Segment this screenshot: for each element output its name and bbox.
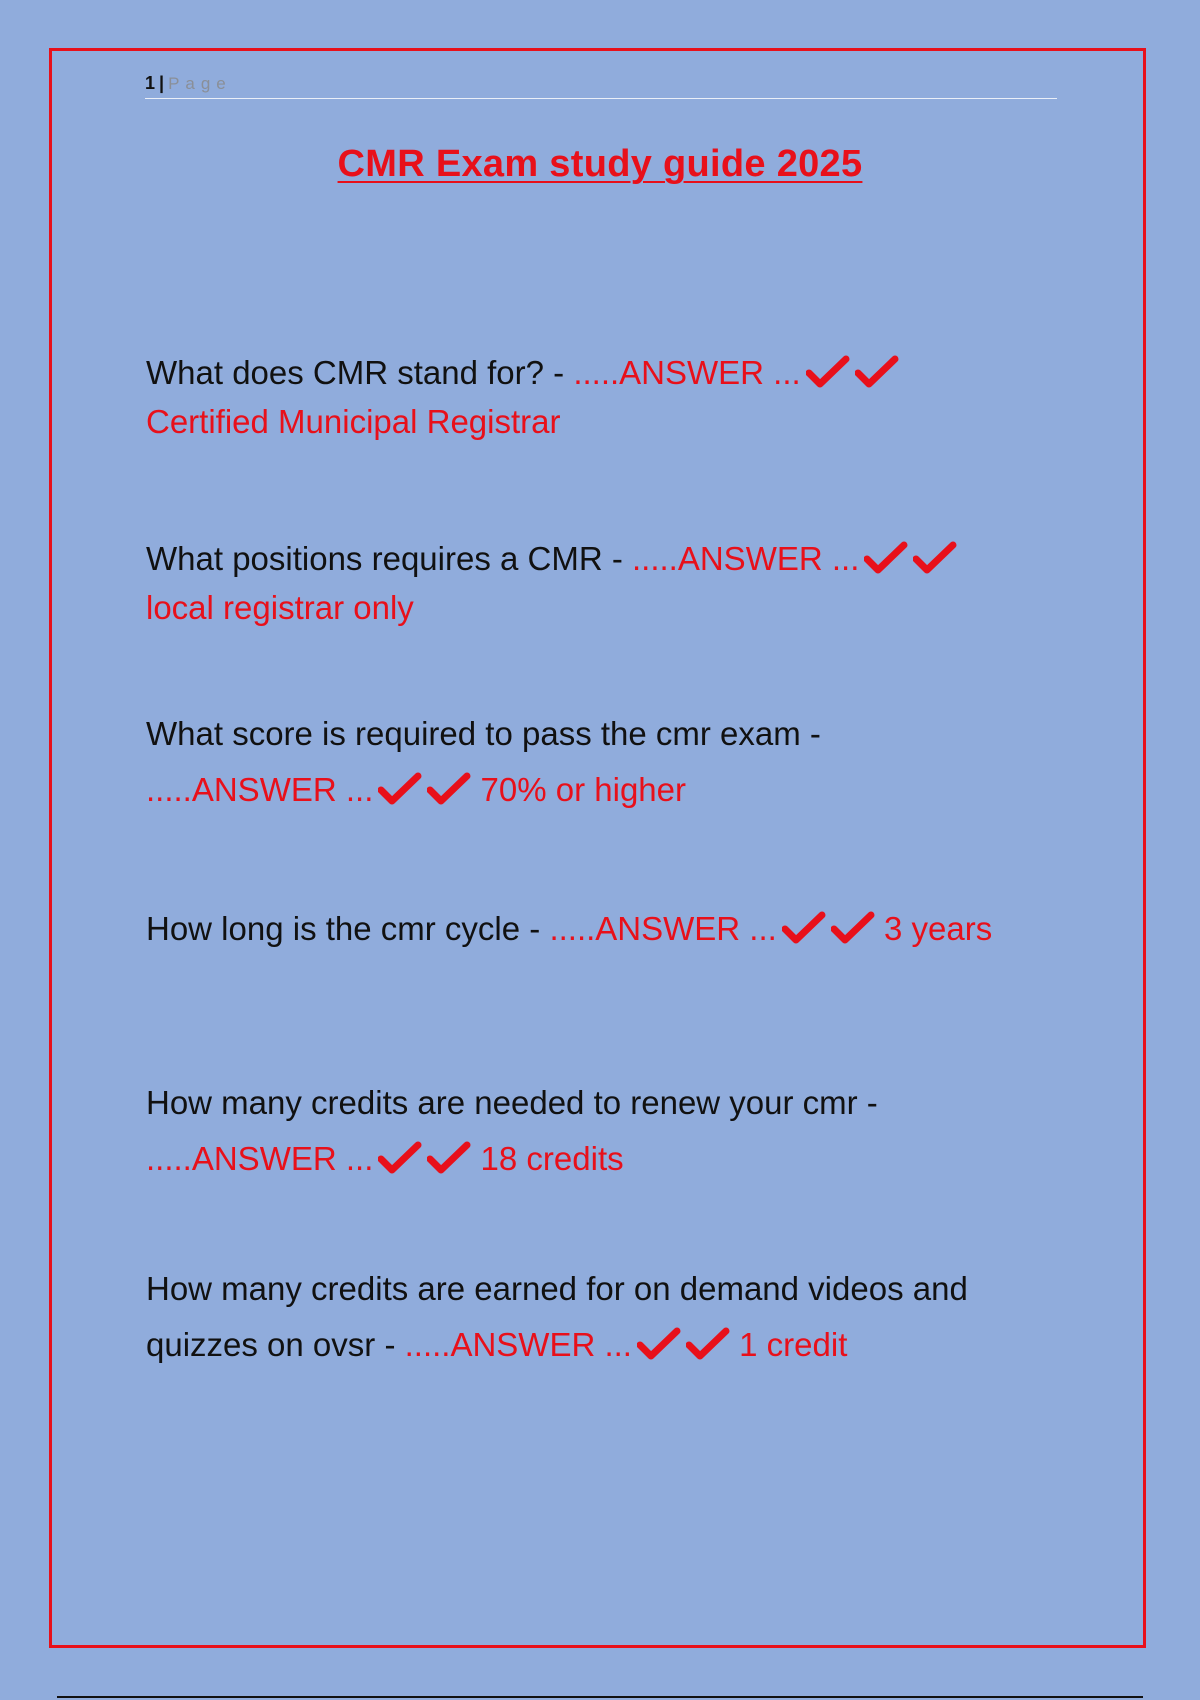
qa-item [146, 706, 1026, 818]
check-icon [864, 541, 908, 575]
question-text: What score is required to pass the cmr exam - [146, 715, 821, 752]
answer-marker: .....ANSWER ... [146, 771, 374, 808]
page-separator: | [159, 73, 165, 93]
check-icon [782, 911, 826, 945]
answer-text: Certified Municipal Registrar [146, 403, 561, 440]
check-icon [913, 541, 957, 575]
page-label: Page [168, 74, 232, 93]
check-icon [378, 772, 422, 806]
page-border [49, 48, 1146, 1648]
answer-text: local registrar only [146, 589, 414, 626]
answer-marker: .....ANSWER ... [146, 1140, 374, 1177]
check-icon [637, 1327, 681, 1361]
check-icon [686, 1327, 730, 1361]
answer-marker: .....ANSWER ... [549, 910, 777, 947]
question-text: How many credits are needed to renew your cmr - [146, 1084, 878, 1121]
qa-item [146, 904, 1026, 953]
answer-text: 70% or higher [480, 771, 687, 808]
answer-text: 18 credits [480, 1140, 624, 1177]
page-number: 1 [145, 73, 156, 93]
check-icon [427, 772, 471, 806]
check-icon [378, 1141, 422, 1175]
qa-item [146, 534, 1026, 632]
qa-item [146, 1075, 1026, 1187]
check-icon [806, 355, 850, 389]
question-text: How many credits are earned for on demand videos and quizzes on ovsr - [146, 1270, 968, 1363]
qa-item [146, 348, 1026, 446]
answer-marker: .....ANSWER ... [573, 354, 801, 391]
question-text: What positions requires a CMR - [146, 540, 632, 577]
check-icon [831, 911, 875, 945]
document-title: CMR Exam study guide 2025 [337, 143, 863, 185]
answer-text: 1 credit [739, 1326, 848, 1363]
answer-marker: .....ANSWER ... [632, 540, 860, 577]
answer-text: 3 years [884, 910, 993, 947]
qa-item [146, 1261, 1026, 1373]
question-text: How long is the cmr cycle - [146, 910, 550, 947]
footer-divider [57, 1696, 1143, 1698]
question-text: What does CMR stand for? - [146, 354, 574, 391]
check-icon [427, 1141, 471, 1175]
page-header [145, 70, 1057, 99]
answer-marker: .....ANSWER ... [404, 1326, 632, 1363]
check-icon [855, 355, 899, 389]
